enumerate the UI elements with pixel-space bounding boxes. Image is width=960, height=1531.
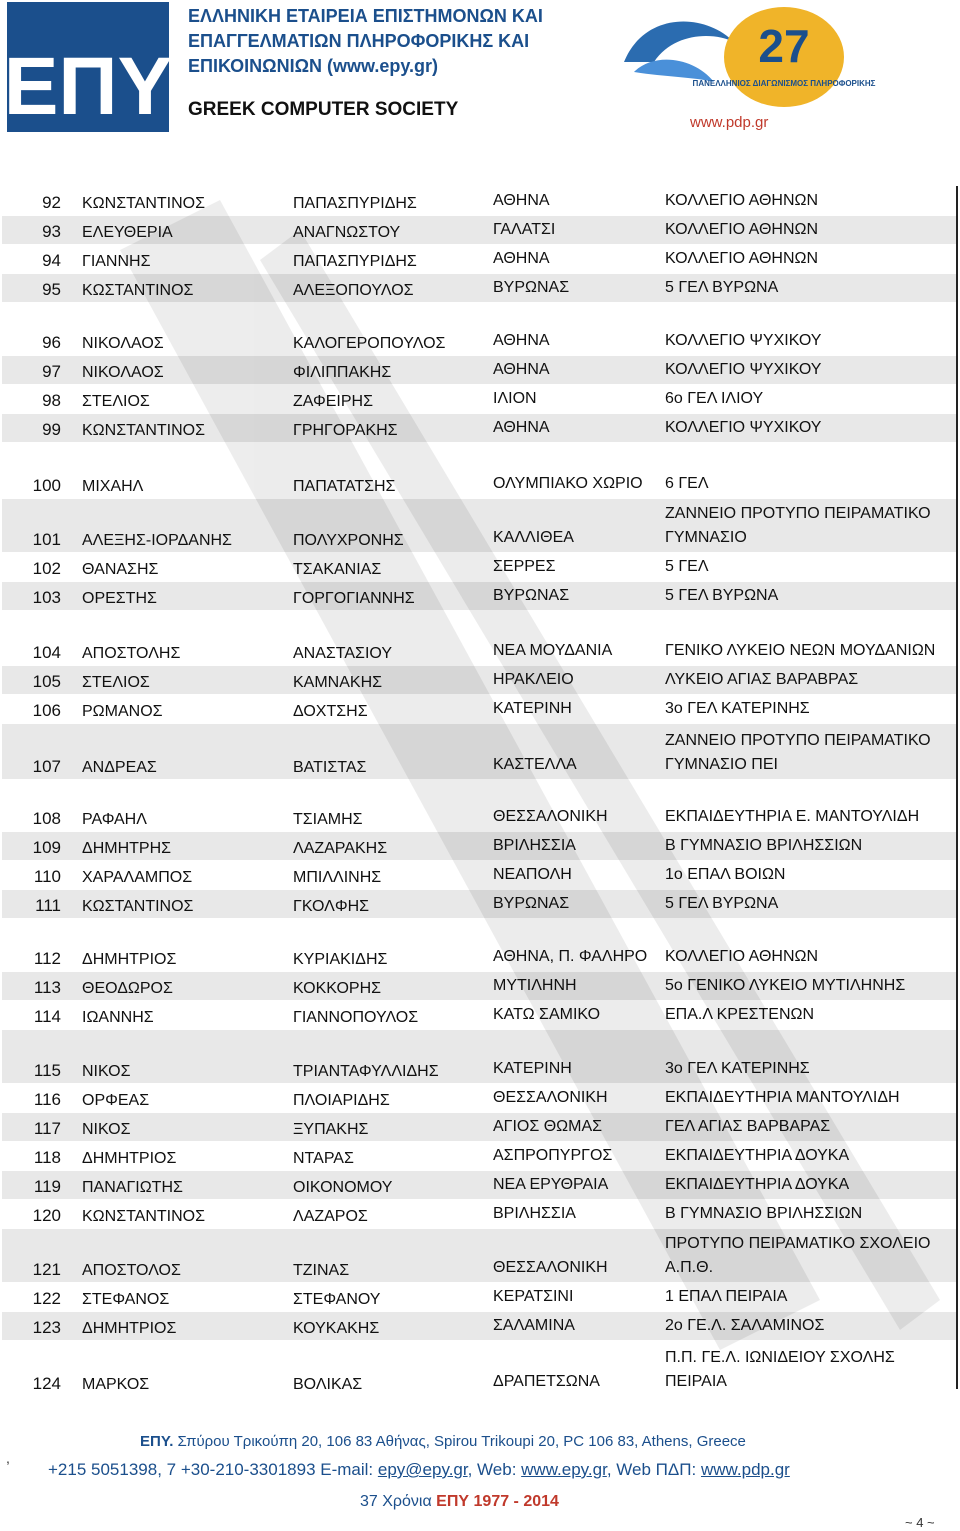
row-number: 94 (2, 245, 82, 274)
table-row (2, 582, 958, 611)
city-cell: ΘΕΣΣΑΛΟΝΙΚΗ (493, 780, 665, 832)
row-number: 107 (2, 724, 82, 780)
row-number: 93 (2, 216, 82, 245)
school-cell: ΕΠΑ.Λ ΚΡΕΣΤΕΝΩΝ (665, 1001, 958, 1030)
table-row (2, 861, 958, 890)
last-name-cell: ΛΑΖΑΡΑΚΗΣ (293, 832, 493, 861)
school-cell: 3ο ΓΕΛ ΚΑΤΕΡΙΝΗΣ (665, 1030, 958, 1084)
last-name-cell: ΤΡΙΑΝΤΑΦΥΛΛΙΔΗΣ (293, 1030, 493, 1084)
city-cell: ΔΡΑΠΕΤΣΩΝΑ (493, 1341, 665, 1396)
dolphin-icon (614, 2, 876, 114)
row-number: 96 (2, 303, 82, 356)
table-row (2, 972, 958, 1001)
last-name-cell: ΚΥΡΙΑΚΙΔΗΣ (293, 919, 493, 972)
last-name-cell: ΞΥΠΑΚΗΣ (293, 1113, 493, 1142)
first-name-cell: ΕΛΕΥΘΕΡΙΑ (82, 216, 293, 245)
last-name-cell: ΛΑΖΑΡΟΣ (293, 1200, 493, 1229)
footer-pdp-link[interactable]: www.pdp.gr (701, 1460, 790, 1479)
school-cell: Β ΓΥΜΝΑΣΙΟ ΒΡΙΛΗΣΣΙΩΝ (665, 1200, 958, 1229)
table-row (2, 274, 958, 303)
first-name-cell: ΝΙΚΟΣ (82, 1113, 293, 1142)
last-name-cell: ΚΑΛΟΓΕΡΟΠΟΥΛΟΣ (293, 303, 493, 356)
table-row (2, 1341, 958, 1396)
last-name-cell: ΜΠΙΛΛΙΝΗΣ (293, 861, 493, 890)
last-name-cell: ΤΖΙΝΑΣ (293, 1229, 493, 1283)
page-footer (0, 1425, 960, 1531)
row-number: 115 (2, 1030, 82, 1084)
footer-web-prefix: , Web: (467, 1460, 522, 1479)
footer-pdp-prefix: , Web ΠΔΠ: (606, 1460, 701, 1479)
school-cell: ΚΟΛΛΕΓΙΟ ΨΥΧΙΚΟΥ (665, 303, 958, 356)
school-cell: 5ο ΓΕΝΙΚΟ ΛΥΚΕΙΟ ΜΥΤΙΛΗΝΗΣ (665, 972, 958, 1001)
table-row (2, 666, 958, 695)
school-cell: 5 ΓΕΛ ΒΥΡΩΝΑ (665, 274, 958, 303)
table-row (2, 919, 958, 972)
footer-web-link[interactable]: www.epy.gr (521, 1460, 607, 1479)
first-name-cell: ΟΡΕΣΤΗΣ (82, 582, 293, 611)
first-name-cell: ΟΡΦΕΑΣ (82, 1084, 293, 1113)
row-number: 118 (2, 1142, 82, 1171)
last-name-cell: ΠΟΛΥΧΡΟΝΗΣ (293, 499, 493, 553)
city-cell: ΒΥΡΩΝΑΣ (493, 890, 665, 919)
first-name-cell: ΘΑΝΑΣΗΣ (82, 553, 293, 582)
city-cell: ΝΕΑΠΟΛΗ (493, 861, 665, 890)
last-name-cell: ΓΡΗΓΟΡΑΚΗΣ (293, 414, 493, 443)
footer-brand: ΕΠΥ. (140, 1433, 174, 1450)
org-name-line1: ΕΛΛΗΝΙΚΗ ΕΤΑΙΡΕΙΑ ΕΠΙΣΤΗΜΟΝΩΝ ΚΑΙ (188, 6, 543, 26)
first-name-cell: ΝΙΚΟΛΑΟΣ (82, 356, 293, 385)
school-cell: 1ο ΕΠΑΛ ΒΟΙΩΝ (665, 861, 958, 890)
school-cell: ΓΕΝΙΚΟ ΛΥΚΕΙΟ ΝΕΩΝ ΜΟΥΔΑΝΙΩΝ (665, 611, 958, 666)
city-cell: ΑΘΗΝΑ, Π. ΦΑΛΗΡΟ (493, 919, 665, 972)
first-name-cell: ΚΩΣΤΑΝΤΙΝΟΣ (82, 890, 293, 919)
city-cell: ΒΡΙΛΗΣΣΙΑ (493, 832, 665, 861)
school-cell: ΕΚΠΑΙΔΕΥΤΗΡΙΑ ΜΑΝΤΟΥΛΙΔΗ (665, 1084, 958, 1113)
school-cell: ΠΡΟΤΥΠΟ ΠΕΙΡΑΜΑΤΙΚΟ ΣΧΟΛΕΙΟ Α.Π.Θ. (665, 1229, 958, 1283)
school-cell: ΚΟΛΛΕΓΙΟ ΨΥΧΙΚΟΥ (665, 414, 958, 443)
first-name-cell: ΡΑΦΑΗΛ (82, 780, 293, 832)
city-cell: ΘΕΣΣΑΛΟΝΙΚΗ (493, 1084, 665, 1113)
city-cell: ΣΕΡΡΕΣ (493, 553, 665, 582)
first-name-cell: ΣΤΕΛΙΟΣ (82, 666, 293, 695)
city-cell: ΚΑΛΛΙΘΕΑ (493, 499, 665, 553)
school-cell: ΖΑΝΝΕΙΟ ΠΡΟΤΥΠΟ ΠΕΙΡΑΜΑΤΙΚΟ ΓΥΜΝΑΣΙΟ (665, 499, 958, 553)
row-number: 113 (2, 972, 82, 1001)
last-name-cell: ΚΟΥΚΑΚΗΣ (293, 1312, 493, 1341)
city-cell: ΑΘΗΝΑ (493, 414, 665, 443)
row-number: 100 (2, 443, 82, 499)
city-cell: ΓΑΛΑΤΣΙ (493, 216, 665, 245)
row-number: 124 (2, 1341, 82, 1396)
table-row (2, 245, 958, 274)
footer-address: Σπύρου Τρικούπη 20, 106 83 Αθήνας, Spirou Trikoupi 20, PC 106 83, Athens, Greece (177, 1433, 746, 1450)
row-number: 101 (2, 499, 82, 553)
school-cell: ΕΚΠΑΙΔΕΥΤΗΡΙΑ ΔΟΥΚΑ (665, 1171, 958, 1200)
epy-logo-text: ΕΠΥ (3, 41, 173, 132)
city-cell: ΚΑΣΤΕΛΛΑ (493, 724, 665, 780)
table-row (2, 443, 958, 499)
first-name-cell: ΑΛΕΞΗΣ-ΙΟΡΔΑΝΗΣ (82, 499, 293, 553)
city-cell: ΙΛΙΟΝ (493, 385, 665, 414)
row-number: 92 (2, 187, 82, 216)
table-right-border (956, 186, 958, 1389)
city-cell: ΚΑΤΕΡΙΝΗ (493, 695, 665, 724)
school-cell: ΚΟΛΛΕΓΙΟ ΑΘΗΝΩΝ (665, 187, 958, 216)
first-name-cell: ΜΑΡΚΟΣ (82, 1341, 293, 1396)
table-row (2, 356, 958, 385)
school-cell: 5 ΓΕΛ ΒΥΡΩΝΑ (665, 582, 958, 611)
footer-phone: +215 5051398, 7 +30-210-3301893 E-mail: (48, 1460, 378, 1479)
city-cell: ΜΥΤΙΛΗΝΗ (493, 972, 665, 1001)
row-number: 105 (2, 666, 82, 695)
first-name-cell: ΣΤΕΛΙΟΣ (82, 385, 293, 414)
last-name-cell: ΠΑΠΑΤΑΤΣΗΣ (293, 443, 493, 499)
last-name-cell: ΝΤΑΡΑΣ (293, 1142, 493, 1171)
city-cell: ΒΡΙΛΗΣΣΙΑ (493, 1200, 665, 1229)
footer-comma: , (6, 1450, 10, 1466)
city-cell: ΝΕΑ ΜΟΥΔΑΝΙΑ (493, 611, 665, 666)
first-name-cell: ΑΝΔΡΕΑΣ (82, 724, 293, 780)
school-cell: ΓΕΛ ΑΓΙΑΣ ΒΑΡΒΑΡΑΣ (665, 1113, 958, 1142)
org-name-line3: ΕΠΙΚΟΙΝΩΝΙΩΝ (www.epy.gr) (188, 56, 439, 76)
last-name-cell: ΤΣΙΑΜΗΣ (293, 780, 493, 832)
school-cell: ΚΟΛΛΕΓΙΟ ΑΘΗΝΩΝ (665, 919, 958, 972)
participants-table-body (2, 187, 958, 1396)
row-number: 119 (2, 1171, 82, 1200)
first-name-cell: ΔΗΜΗΤΡΙΟΣ (82, 1142, 293, 1171)
first-name-cell: ΔΗΜΗΤΡΙΟΣ (82, 919, 293, 972)
row-number: 111 (2, 890, 82, 919)
last-name-cell: ΚΑΜΝΑΚΗΣ (293, 666, 493, 695)
row-number: 108 (2, 780, 82, 832)
pdp-number: 27 (758, 20, 810, 72)
pdp-label: ΠΑΝΕΛΛΗΝΙΟΣ ΔΙΑΓΩΝΙΣΜΟΣ ΠΛΗΡΟΦΟΡΙΚΗΣ (692, 79, 876, 88)
footer-years-brand: ΕΠΥ 1977 - 2014 (436, 1493, 559, 1510)
first-name-cell: ΚΩΝΣΤΑΝΤΙΝΟΣ (82, 187, 293, 216)
first-name-cell: ΚΩΝΣΤΑΝΤΙΝΟΣ (82, 1200, 293, 1229)
school-cell: 3ο ΓΕΛ ΚΑΤΕΡΙΝΗΣ (665, 695, 958, 724)
last-name-cell: ΑΛΕΞΟΠΟΥΛΟΣ (293, 274, 493, 303)
first-name-cell: ΧΑΡΑΛΑΜΠΟΣ (82, 861, 293, 890)
school-cell: 2ο ΓΕ.Λ. ΣΑΛΑΜΙΝΟΣ (665, 1312, 958, 1341)
last-name-cell: ΑΝΑΓΝΩΣΤΟΥ (293, 216, 493, 245)
school-cell: ΚΟΛΛΕΓΙΟ ΨΥΧΙΚΟΥ (665, 356, 958, 385)
table-row (2, 611, 958, 666)
school-cell: 1 ΕΠΑΛ ΠΕΙΡΑΙΑ (665, 1283, 958, 1312)
row-number: 109 (2, 832, 82, 861)
footer-years-prefix: 37 Χρόνια (360, 1493, 437, 1510)
city-cell: ΝΕΑ ΕΡΥΘΡΑΙΑ (493, 1171, 665, 1200)
first-name-cell: ΚΩΝΣΤΑΝΤΙΝΟΣ (82, 414, 293, 443)
page-number: ~ 4 ~ (905, 1515, 935, 1530)
first-name-cell: ΝΙΚΟΛΑΟΣ (82, 303, 293, 356)
city-cell: ΑΣΠΡΟΠΥΡΓΟΣ (493, 1142, 665, 1171)
table-row (2, 1200, 958, 1229)
table-row (2, 1229, 958, 1283)
city-cell: ΑΓΙΟΣ ΘΩΜΑΣ (493, 1113, 665, 1142)
city-cell: ΑΘΗΝΑ (493, 356, 665, 385)
row-number: 112 (2, 919, 82, 972)
first-name-cell: ΠΑΝΑΓΙΩΤΗΣ (82, 1171, 293, 1200)
table-row (2, 1030, 958, 1084)
row-number: 114 (2, 1001, 82, 1030)
city-cell: ΚΑΤΕΡΙΝΗ (493, 1030, 665, 1084)
epy-logo (3, 2, 173, 132)
table-row (2, 1084, 958, 1113)
participants-table (2, 186, 958, 1396)
school-cell: 6ο ΓΕΛ ΙΛΙΟΥ (665, 385, 958, 414)
table-row (2, 1312, 958, 1341)
city-cell: ΚΕΡΑΤΣΙΝΙ (493, 1283, 665, 1312)
school-cell: Π.Π. ΓΕ.Λ. ΙΩΝΙΔΕΙΟΥ ΣΧΟΛΗΣ ΠΕΙΡΑΙΑ (665, 1341, 958, 1396)
school-cell: 5 ΓΕΛ ΒΥΡΩΝΑ (665, 890, 958, 919)
first-name-cell: ΑΠΟΣΤΟΛΗΣ (82, 611, 293, 666)
school-cell: ΚΟΛΛΕΓΙΟ ΑΘΗΝΩΝ (665, 216, 958, 245)
table-row (2, 303, 958, 356)
table-row (2, 1171, 958, 1200)
table-row (2, 499, 958, 553)
first-name-cell: ΑΠΟΣΤΟΛΟΣ (82, 1229, 293, 1283)
row-number: 120 (2, 1200, 82, 1229)
table-row (2, 832, 958, 861)
last-name-cell: ΒΟΛΙΚΑΣ (293, 1341, 493, 1396)
first-name-cell: ΡΩΜΑΝΟΣ (82, 695, 293, 724)
last-name-cell: ΓΚΟΛΦΗΣ (293, 890, 493, 919)
school-cell: ΚΟΛΛΕΓΙΟ ΑΘΗΝΩΝ (665, 245, 958, 274)
last-name-cell: ΤΣΑΚΑΝΙΑΣ (293, 553, 493, 582)
org-name (188, 4, 543, 79)
last-name-cell: ΦΙΛΙΠΠΑΚΗΣ (293, 356, 493, 385)
last-name-cell: ΠΑΠΑΣΠΥΡΙΔΗΣ (293, 187, 493, 216)
row-number: 99 (2, 414, 82, 443)
city-cell: ΑΘΗΝΑ (493, 303, 665, 356)
city-cell: ΑΘΗΝΑ (493, 187, 665, 216)
society-name: GREEK COMPUTER SOCIETY (188, 99, 459, 120)
school-cell: ΕΚΠΑΙΔΕΥΤΗΡΙΑ Ε. ΜΑΝΤΟΥΛΙΔΗ (665, 780, 958, 832)
row-number: 102 (2, 553, 82, 582)
school-cell: ΛΥΚΕΙΟ ΑΓΙΑΣ ΒΑΡΑΒΡΑΣ (665, 666, 958, 695)
last-name-cell: ΓΟΡΓΟΓΙΑΝΝΗΣ (293, 582, 493, 611)
row-number: 123 (2, 1312, 82, 1341)
footer-address-line (140, 1433, 746, 1450)
row-number: 116 (2, 1084, 82, 1113)
table-row (2, 414, 958, 443)
footer-email-link[interactable]: epy@epy.gr (377, 1460, 468, 1479)
city-cell: ΑΘΗΝΑ (493, 245, 665, 274)
table-row (2, 1113, 958, 1142)
row-number: 122 (2, 1283, 82, 1312)
last-name-cell: ΚΟΚΚΟΡΗΣ (293, 972, 493, 1001)
first-name-cell: ΔΗΜΗΤΡΙΟΣ (82, 1312, 293, 1341)
first-name-cell: ΘΕΟΔΩΡΟΣ (82, 972, 293, 1001)
row-number: 106 (2, 695, 82, 724)
city-cell: ΟΛΥΜΠΙΑΚΟ ΧΩΡΙΟ (493, 443, 665, 499)
table-row (2, 1142, 958, 1171)
school-cell: ΖΑΝΝΕΙΟ ΠΡΟΤΥΠΟ ΠΕΙΡΑΜΑΤΙΚΟ ΓΥΜΝΑΣΙΟ ΠΕΙ (665, 724, 958, 780)
page-header (0, 0, 960, 145)
school-cell: 5 ΓΕΛ (665, 553, 958, 582)
table-row (2, 724, 958, 780)
city-cell: ΒΥΡΩΝΑΣ (493, 582, 665, 611)
last-name-cell: ΓΙΑΝΝΟΠΟΥΛΟΣ (293, 1001, 493, 1030)
first-name-cell: ΣΤΕΦΑΝΟΣ (82, 1283, 293, 1312)
school-cell: 6 ΓΕΛ (665, 443, 958, 499)
row-number: 103 (2, 582, 82, 611)
row-number: 104 (2, 611, 82, 666)
last-name-cell: ΟΙΚΟΝΟΜΟΥ (293, 1171, 493, 1200)
org-name-line2: ΕΠΑΓΓΕΛΜΑΤΙΩΝ ΠΛΗΡΟΦΟΡΙΚΗΣ ΚΑΙ (188, 31, 530, 51)
city-cell: ΗΡΑΚΛΕΙΟ (493, 666, 665, 695)
table-row (2, 890, 958, 919)
first-name-cell: ΚΩΣΤΑΝΤΙΝΟΣ (82, 274, 293, 303)
footer-years-line (360, 1493, 559, 1511)
last-name-cell: ΖΑΦΕΙΡΗΣ (293, 385, 493, 414)
city-cell: ΘΕΣΣΑΛΟΝΙΚΗ (493, 1229, 665, 1283)
table-row (2, 1001, 958, 1030)
first-name-cell: ΔΗΜΗΤΡΗΣ (82, 832, 293, 861)
row-number: 95 (2, 274, 82, 303)
row-number: 110 (2, 861, 82, 890)
table-row (2, 780, 958, 832)
row-number: 97 (2, 356, 82, 385)
school-cell: Β ΓΥΜΝΑΣΙΟ ΒΡΙΛΗΣΣΙΩΝ (665, 832, 958, 861)
row-number: 121 (2, 1229, 82, 1283)
last-name-cell: ΒΑΤΙΣΤΑΣ (293, 724, 493, 780)
city-cell: ΒΥΡΩΝΑΣ (493, 274, 665, 303)
pdp-url[interactable]: www.pdp.gr (690, 114, 769, 131)
table-row (2, 385, 958, 414)
city-cell: ΚΑΤΩ ΣΑΜΙΚΟ (493, 1001, 665, 1030)
last-name-cell: ΑΝΑΣΤΑΣΙΟΥ (293, 611, 493, 666)
last-name-cell: ΠΛΟΙΑΡΙΔΗΣ (293, 1084, 493, 1113)
first-name-cell: ΙΩΑΝΝΗΣ (82, 1001, 293, 1030)
table-row (2, 187, 958, 216)
city-cell: ΣΑΛΑΜΙΝΑ (493, 1312, 665, 1341)
first-name-cell: ΓΙΑΝΝΗΣ (82, 245, 293, 274)
first-name-cell: ΝΙΚΟΣ (82, 1030, 293, 1084)
table-row (2, 553, 958, 582)
last-name-cell: ΣΤΕΦΑΝΟΥ (293, 1283, 493, 1312)
last-name-cell: ΠΑΠΑΣΠΥΡΙΔΗΣ (293, 245, 493, 274)
row-number: 117 (2, 1113, 82, 1142)
row-number: 98 (2, 385, 82, 414)
school-cell: ΕΚΠΑΙΔΕΥΤΗΡΙΑ ΔΟΥΚΑ (665, 1142, 958, 1171)
table-row (2, 216, 958, 245)
pdp-logo (614, 2, 876, 114)
table-row (2, 695, 958, 724)
last-name-cell: ΔΟΧΤΣΗΣ (293, 695, 493, 724)
first-name-cell: ΜΙΧΑΗΛ (82, 443, 293, 499)
footer-contact-line (48, 1460, 790, 1480)
epy-logo-graphic (3, 2, 173, 132)
table-row (2, 1283, 958, 1312)
